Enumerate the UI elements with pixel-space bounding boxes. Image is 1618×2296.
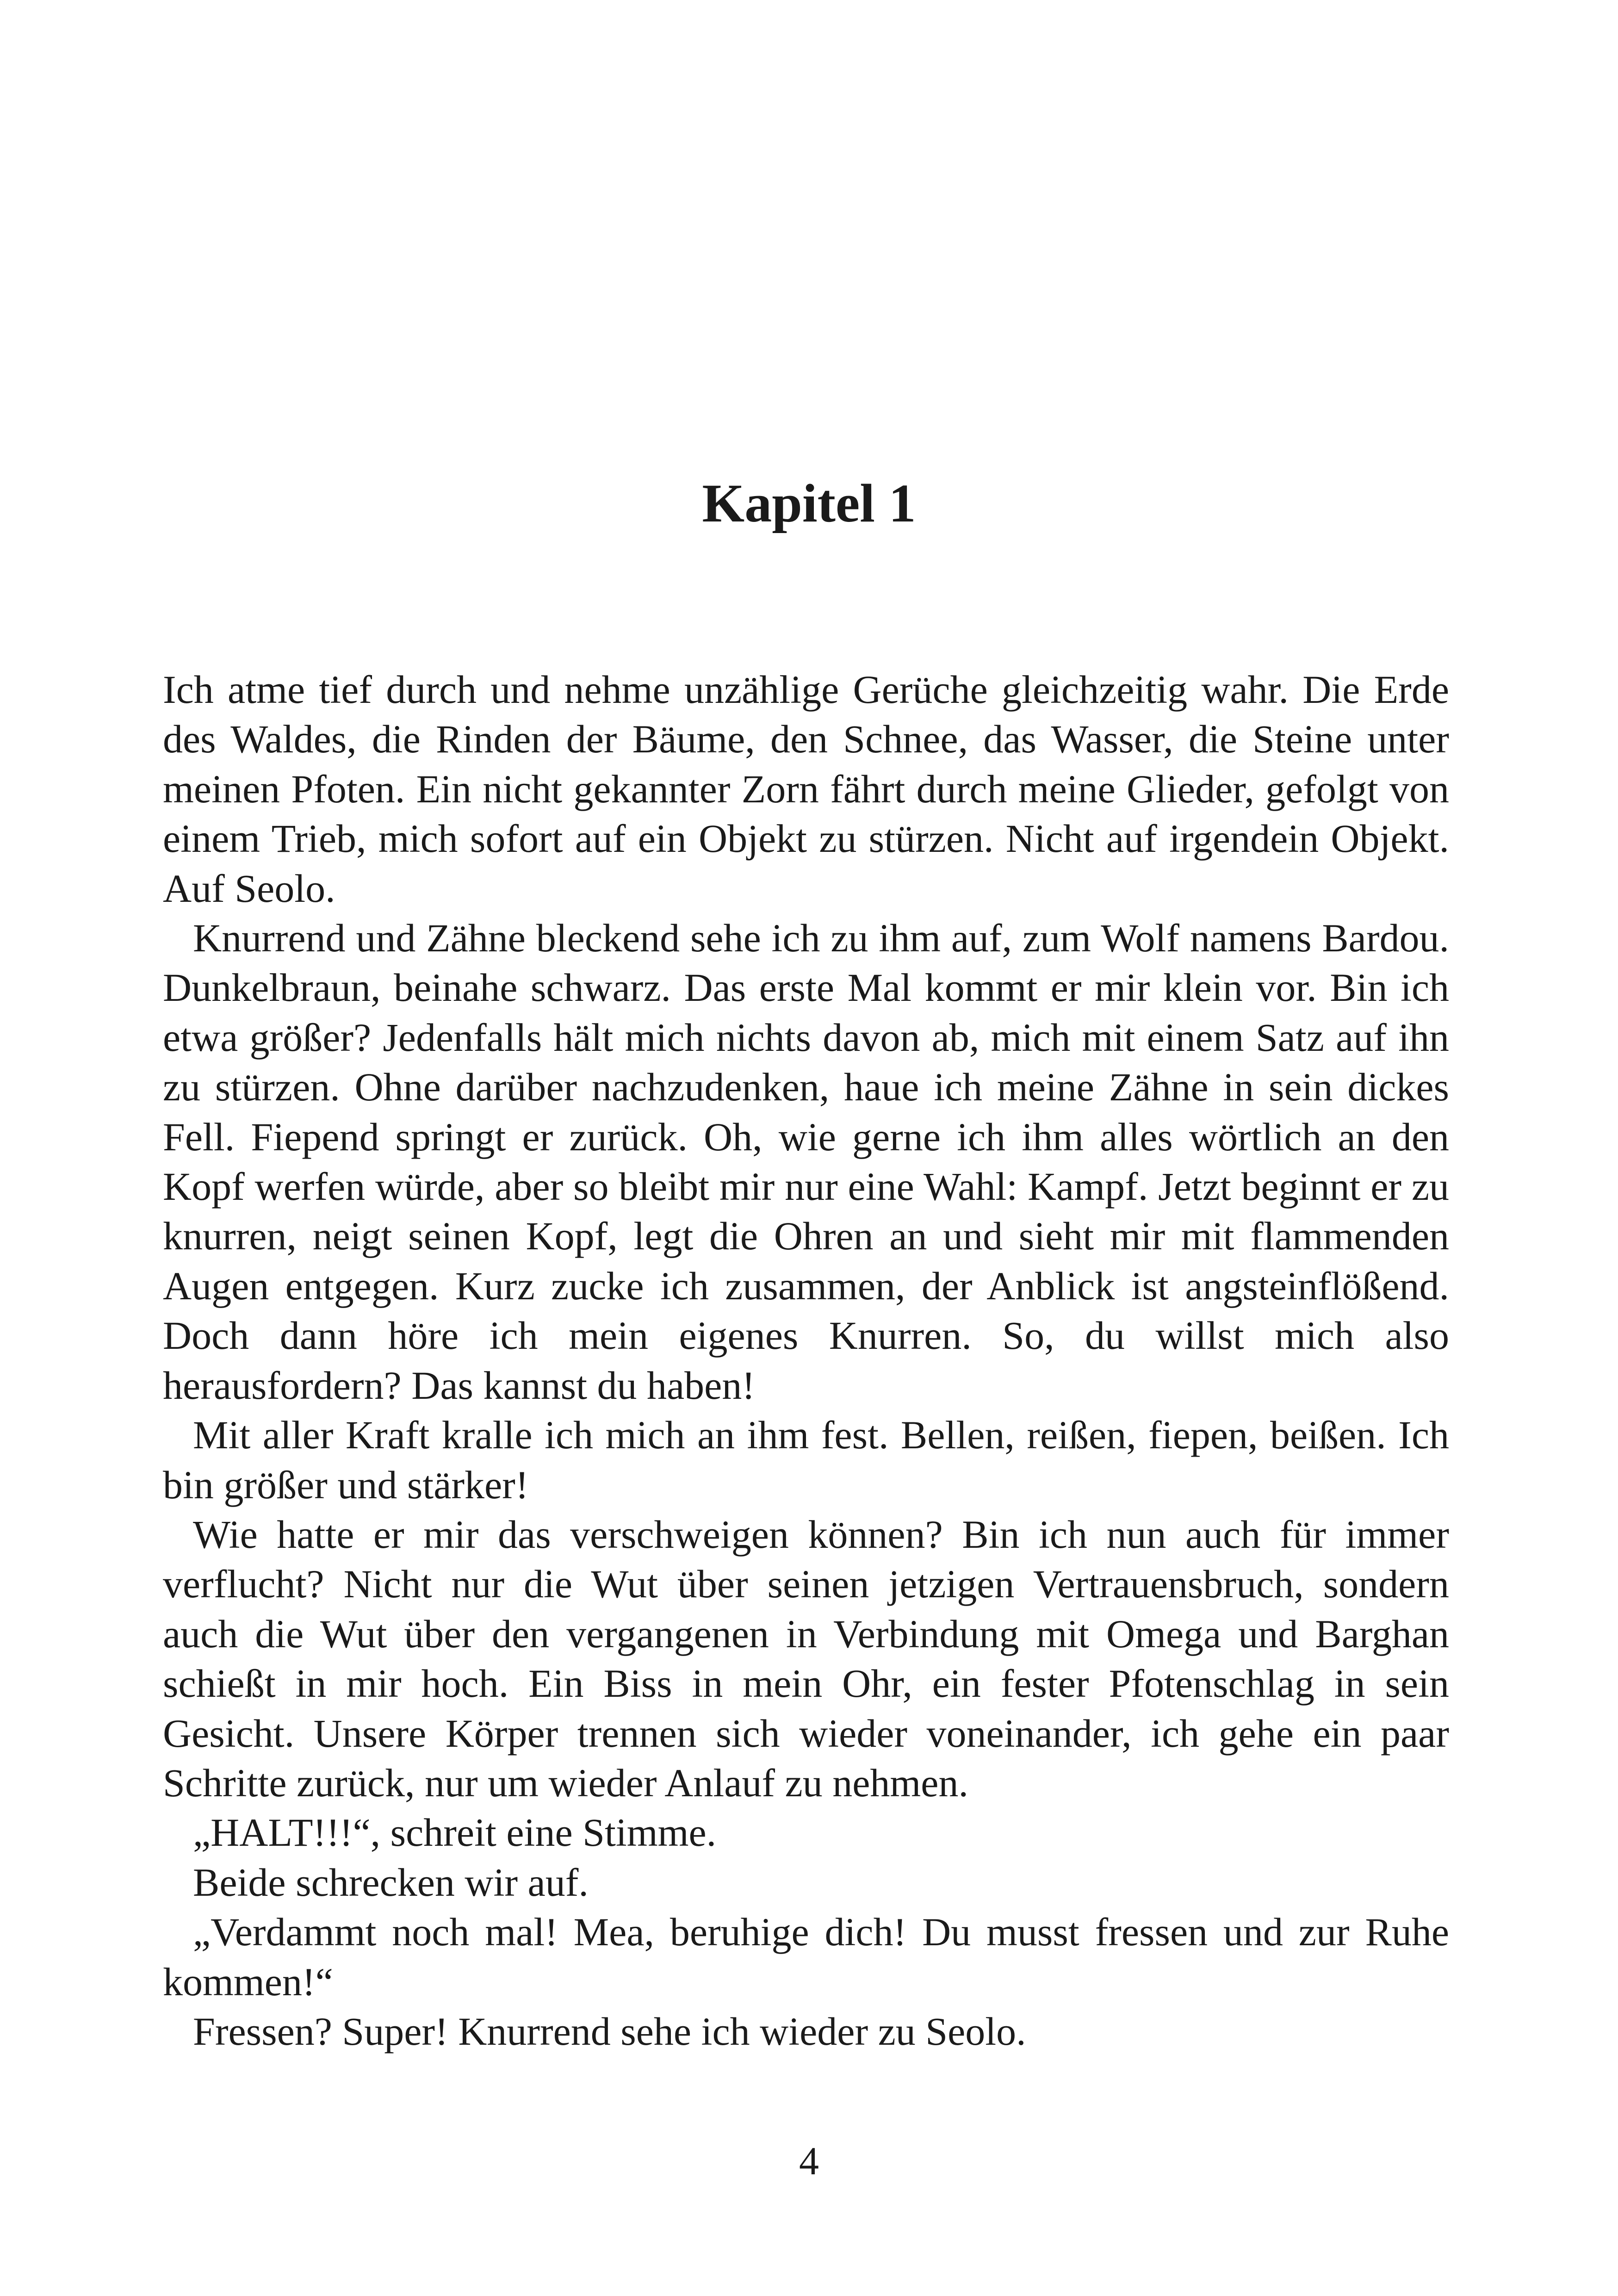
paragraph: Knurrend und Zähne bleckend sehe ich zu ihm auf, zum Wolf namens Bardou. Dunkelbraun, beinahe schwarz. Das erste Mal kommt er mir klein vor. Bin ich etwa größer? Jedenfalls hält mich nichts davon ab, mich mit einem Satz auf ihn zu stürzen. Ohne darüber nachzudenken, haue ich meine Zähne in sein dickes Fell. Fiepend springt er zurück. Oh, wie gerne ich ihm alles wörtlich an den Kopf werfen würde, aber so bleibt mir nur eine Wahl: Kampf. Jetzt beginnt er zu knurren, neigt seinen Kopf, legt die Ohren an und sieht mir mit flammenden Augen entgegen. Kurz zucke ich zusammen, der Anblick ist angsteinflößend. Doch dann höre ich mein eigenes Knurren. So, du willst mich also herausfordern? Das kannst du haben! — [163, 916, 1449, 1408]
page-number: 4 — [799, 2139, 819, 2183]
paragraph: Mit aller Kraft kralle ich mich an ihm fest. Bellen, reißen, fiepen, beißen. Ich bin größer und stärker! — [163, 1413, 1449, 1507]
chapter-body — [163, 665, 1449, 2056]
paragraph: Fressen? Super! Knurrend sehe ich wieder zu Seolo. — [193, 2009, 1026, 2054]
paragraph: Ich atme tief durch und nehme unzählige Gerüche gleichzeitig wahr. Die Erde des Waldes, die Rinden der Bäume, den Schnee, das Wasser, die Steine unter meinen Pfoten. Ein nicht gekannter Zorn fährt durch meine Glieder, gefolgt von einem Trieb, mich sofort auf ein Objekt zu stürzen. Nicht auf irgendein Objekt. Auf Seolo. — [163, 667, 1449, 911]
paragraph: „Verdammt noch mal! Mea, beruhige dich! Du musst fressen und zur Ruhe kommen!“ — [163, 1910, 1449, 2004]
paragraph: „HALT!!!“, schreit eine Stimme. — [193, 1810, 717, 1855]
paragraph: Beide schrecken wir auf. — [193, 1860, 589, 1905]
paragraph: Wie hatte er mir das verschweigen können? Bin ich nun auch für immer verflucht? Nicht nur die Wut über seinen jetzigen Vertrauensbruch, sondern auch die Wut über den vergangenen in Verbindung mit Omega und Barghan schießt in mir hoch. Ein Biss in mein Ohr, ein fester Pfotenschlag in sein Gesicht. Unsere Körper trennen sich wieder voneinander, ich gehe ein paar Schritte zurück, nur um wieder Anlauf zu nehmen. — [163, 1512, 1449, 1805]
chapter-title: Kapitel 1 — [702, 473, 916, 534]
